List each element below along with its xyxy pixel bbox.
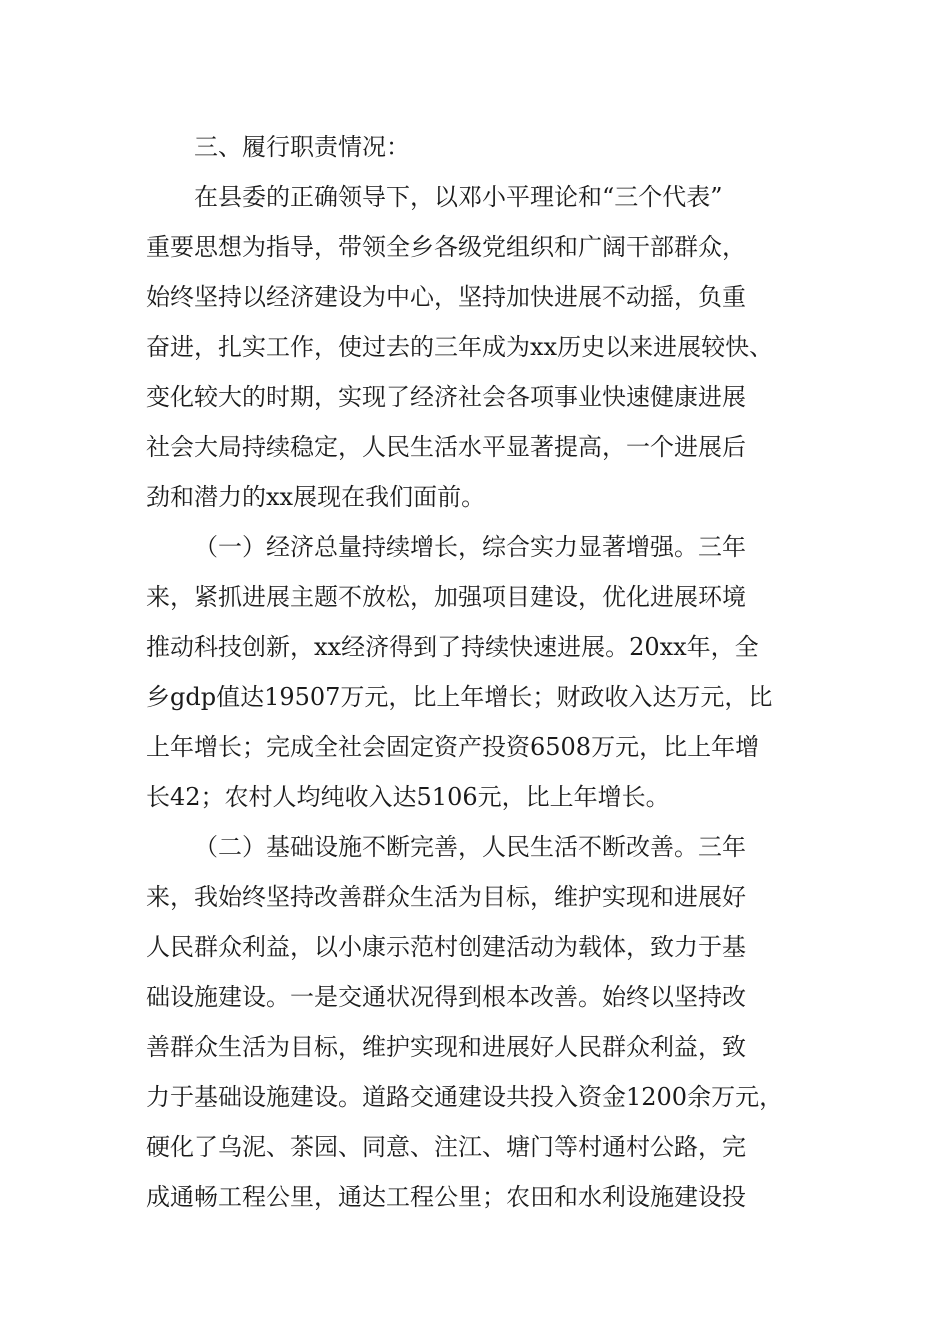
- paragraph-line: 成通畅工程公里，通达工程公里；农田和水利设施建设投: [146, 1183, 746, 1211]
- paragraph-line: 奋进，扎实工作，使过去的三年成为xx历史以来进展较快、: [146, 333, 774, 361]
- subsection-2-line: （二）基础设施不断完善，人民生活不断改善。三年: [194, 833, 746, 861]
- paragraph-line: 劲和潜力的xx展现在我们面前。: [146, 483, 486, 511]
- paragraph-line: 础设施建设。一是交通状况得到根本改善。始终以坚持改: [146, 983, 746, 1011]
- paragraph-line: 乡gdp值达19507万元，比上年增长；财政收入达万元，比: [146, 683, 773, 711]
- heading-section-3: 三、履行职责情况：: [194, 133, 410, 161]
- paragraph-line: 在县委的正确领导下，以邓小平理论和“三个代表”: [194, 183, 723, 211]
- paragraph-line: 变化较大的时期，实现了经济社会各项事业快速健康进展: [146, 383, 746, 411]
- paragraph-line: 硬化了乌泥、茶园、同意、注江、塘门等村通村公路，完: [146, 1133, 746, 1161]
- paragraph-line: 来，我始终坚持改善群众生活为目标，维护实现和进展好: [146, 883, 746, 911]
- paragraph-line: 力于基础设施建设。道路交通建设共投入资金1200余万元，: [146, 1083, 784, 1111]
- paragraph-line: 上年增长；完成全社会固定资产投资6508万元，比上年增: [146, 733, 760, 761]
- paragraph-line: 人民群众利益，以小康示范村创建活动为载体，致力于基: [146, 933, 746, 961]
- subsection-1-line: （一）经济总量持续增长，综合实力显著增强。三年: [194, 533, 746, 561]
- paragraph-line: 长42；农村人均纯收入达5106元，比上年增长。: [146, 783, 670, 811]
- paragraph-line: 来，紧抓进展主题不放松，加强项目建设，优化进展环境: [146, 583, 746, 611]
- paragraph-line: 社会大局持续稳定，人民生活水平显著提高，一个进展后: [146, 433, 746, 461]
- paragraph-line: 推动科技创新，xx经济得到了持续快速进展。20xx年，全: [146, 633, 759, 661]
- paragraph-line: 重要思想为指导，带领全乡各级党组织和广阔干部群众，: [146, 233, 746, 261]
- paragraph-line: 始终坚持以经济建设为中心，坚持加快进展不动摇，负重: [146, 283, 746, 311]
- paragraph-line: 善群众生活为目标，维护实现和进展好人民群众利益，致: [146, 1033, 746, 1061]
